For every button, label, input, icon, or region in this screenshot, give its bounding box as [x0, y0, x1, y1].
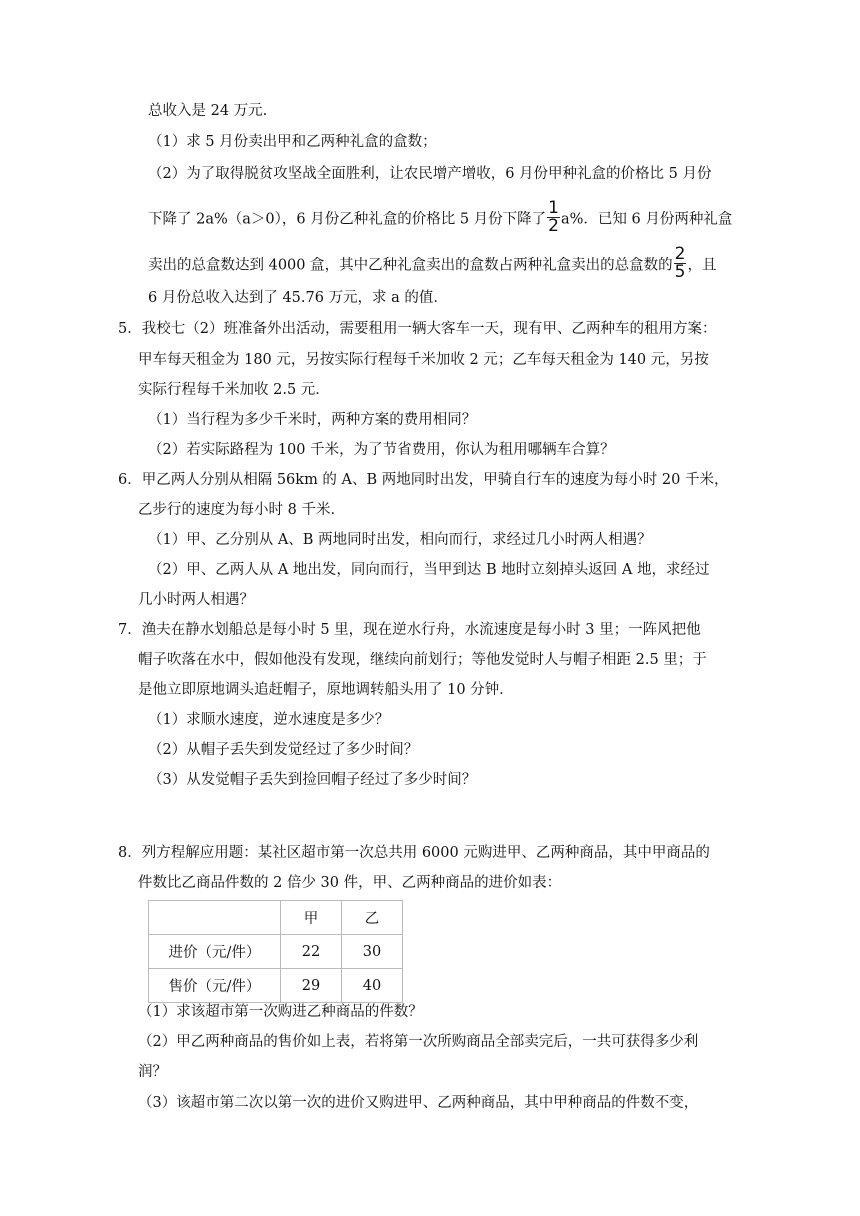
- text-line: （1）甲、乙分别从 A、B 两地同时出发，相向而行，求经过几小时两人相遇？: [148, 532, 652, 548]
- text-line: 几小时两人相遇？: [138, 592, 254, 608]
- question-8-line: 8．列方程解应用题：某社区超市第一次总共用 6000 元购进甲、乙两种商品，其中甲商品的: [118, 845, 710, 861]
- text-line-with-fraction: [148, 244, 717, 283]
- text-line: （1）求顺水速度，逆水速度是多少？: [148, 712, 390, 728]
- text-line: （1）当行程为多少千米时，两种方案的费用相同？: [148, 412, 477, 428]
- text-line: （2）甲、乙两人从 A 地出发，同向而行，当甲到达 B 地时立刻掉头返回 A 地，求经过: [148, 562, 710, 578]
- text-line: （3）该超市第二次以第一次的进价又购进甲、乙两种商品，其中甲种商品的件数不变，: [138, 1095, 699, 1111]
- question-6-line: 6．甲乙两人分别从相隔 56km 的 A、B 两地同时出发，甲骑自行车的速度为每小时 20 千米，: [118, 472, 729, 488]
- text-line: 6 月份总收入达到了 45.76 万元，求 a 的值．: [148, 290, 448, 306]
- fraction-numerator: 2: [674, 244, 686, 264]
- text-line: （2）从帽子丢失到发觉经过了多少时间？: [148, 742, 419, 758]
- table-row: [149, 935, 403, 969]
- fraction-numerator: 1: [548, 198, 559, 218]
- question-7-line: 7．渔夫在静水划船总是每小时 5 里，现在逆水行舟，水流速度是每小时 3 里；一阵风把他: [118, 622, 701, 638]
- fraction-denominator: 2: [548, 216, 559, 236]
- table-cell: 售价（元/件）: [149, 969, 281, 1003]
- text-line: 实际行程每千米加收 2.5 元．: [138, 382, 330, 398]
- text-line: 乙步行的速度为每小时 8 千米．: [138, 502, 345, 518]
- text-line: （2）若实际路程为 100 千米，为了节省费用，你认为租用哪辆车合算？: [148, 442, 615, 458]
- text-line-with-fraction: [148, 198, 733, 237]
- text-segment: a%．已知 6 月份两种礼盒: [560, 211, 733, 228]
- price-table: [148, 900, 403, 1003]
- text-segment: 卖出的总盒数达到 4000 盒，其中乙种礼盒卖出的盒数占两种礼盒卖出的总盒数的: [148, 257, 673, 274]
- text-line: 是他立即原地调头追赶帽子，原地调转船头用了 10 分钟．: [138, 682, 514, 698]
- text-line: 件数比乙商品件数的 2 倍少 30 件，甲、乙两种商品的进价如表：: [138, 875, 562, 891]
- text-line: （2）甲乙两种商品的售价如上表，若将第一次所购商品全部卖完后，一共可获得多少利: [138, 1034, 699, 1050]
- table-cell: 22: [281, 935, 342, 969]
- text-line: （3）从发觉帽子丢失到捡回帽子经过了多少时间？: [148, 772, 477, 788]
- table-header-cell: [149, 901, 281, 935]
- text-line: 润？: [138, 1064, 167, 1080]
- text-line: （1）求该超市第一次购进乙种商品的件数？: [138, 1004, 423, 1020]
- table-row: [149, 969, 403, 1003]
- text-segment: 下降了 2a%（a＞0），6 月份乙种礼盒的价格比 5 月份下降了: [148, 211, 547, 228]
- table-header-cell: 乙: [342, 901, 403, 935]
- fraction-denominator: 5: [674, 262, 686, 282]
- table-cell: 40: [342, 969, 403, 1003]
- text-line: 帽子吹落在水中，假如他没有发现，继续向前划行；等他发觉时人与帽子相距 2.5 里；于: [138, 652, 707, 668]
- question-5-line: 5．我校七（2）班准备外出活动，需要租用一辆大客车一天，现有甲、乙两种车的租用方案：: [118, 321, 717, 337]
- table-cell: 30: [342, 935, 403, 969]
- text-line: （2）为了取得脱贫攻坚战全面胜利，让农民增产增收，6 月份甲种礼盒的价格比 5 月份: [148, 166, 712, 182]
- text-line: （1）求 5 月份卖出甲和乙两种礼盒的盒数；: [148, 134, 437, 150]
- table-header-cell: 甲: [281, 901, 342, 935]
- fraction-two-fifths: [674, 246, 687, 281]
- table-cell: 29: [281, 969, 342, 1003]
- text-line: 总收入是 24 万元.: [148, 103, 268, 119]
- table-header-row: [149, 901, 403, 935]
- fraction-one-half: [547, 200, 560, 235]
- text-segment: ，且: [687, 257, 717, 274]
- table-cell: 进价（元/件）: [149, 935, 281, 969]
- text-line: 甲车每天租金为 180 元，另按实际行程每千米加收 2 元；乙车每天租金为 140 元，另按: [138, 352, 709, 368]
